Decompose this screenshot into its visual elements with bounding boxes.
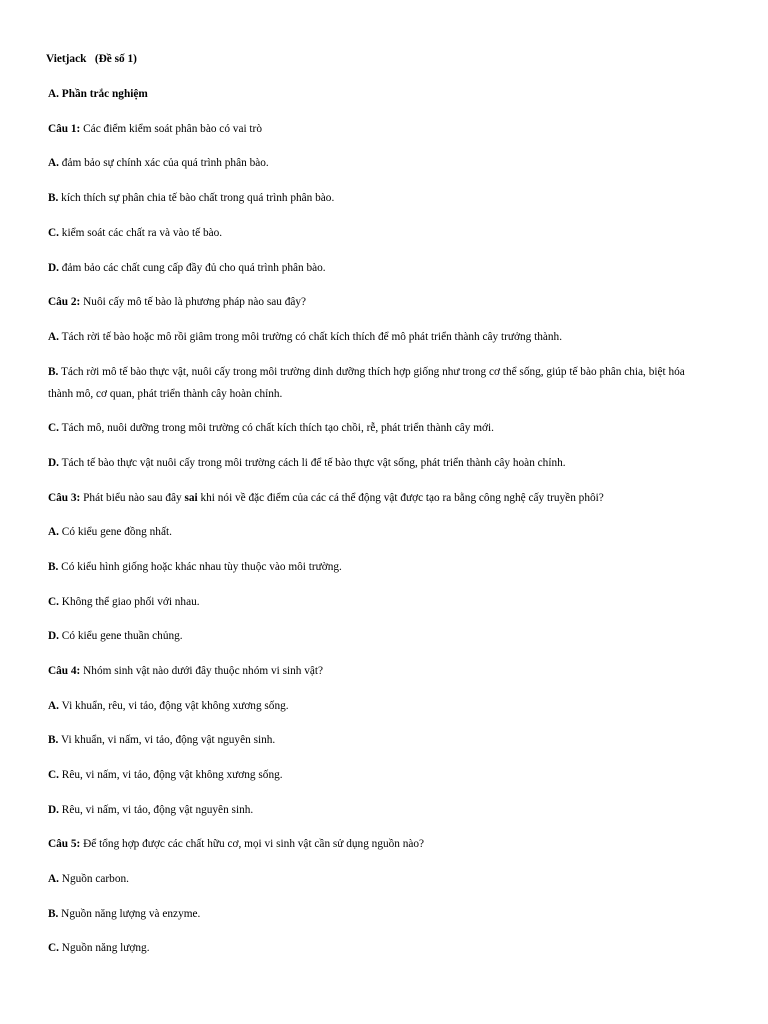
option-letter: B. [48, 734, 59, 746]
q2-option-b-continued: thành mô, cơ quan, phát triển thành cây hoàn chỉnh. [48, 388, 283, 400]
option-letter: B. [48, 366, 59, 378]
option-text: Tách tế bào thực vật nuôi cấy trong môi trường cách li để tế bào thực vật sống, phát triển thành cây hoàn chỉnh. [58, 457, 566, 469]
q4-option-c [48, 768, 283, 782]
q1-option-a [48, 156, 269, 170]
q2-option-d [48, 456, 566, 470]
option-letter: D. [48, 457, 59, 469]
option-text: Tách rời mô tế bào thực vật, nuôi cấy trong môi trường dinh dưỡng thích hợp giống như trong cơ thể sống, giúp tế bào phân chia, biệt hóa [58, 366, 685, 378]
option-text: Vi khuẩn, rêu, vi tảo, động vật không xương sống. [58, 700, 289, 712]
option-text: đảm bảo sự chính xác của quá trình phân bào. [58, 157, 269, 169]
q3-option-b [48, 560, 342, 574]
option-text: kích thích sự phân chia tế bào chất trong quá trình phân bào. [58, 192, 335, 204]
question-label: Câu 2: [48, 296, 81, 308]
option-letter: B. [48, 908, 59, 920]
question-text: Nuôi cấy mô tế bào là phương pháp nào sau đây? [80, 296, 307, 308]
header-subtitle: (Đề số 1) [94, 53, 137, 65]
option-letter: D. [48, 262, 59, 274]
option-text: Rêu, vi nấm, vi tảo, động vật nguyên sinh. [58, 804, 254, 816]
q5-option-a [48, 872, 129, 886]
question-text: Để tổng hợp được các chất hữu cơ, mọi vi sinh vật cần sử dụng nguồn nào? [80, 838, 425, 850]
question-1 [48, 122, 262, 136]
q5-option-b [48, 907, 200, 921]
option-text: Vi khuẩn, vi nấm, vi tảo, động vật nguyên sinh. [58, 734, 276, 746]
q3-option-c [48, 595, 200, 609]
q4-option-b [48, 733, 275, 747]
question-text-rest: khi nói về đặc điểm của các cá thể động vật được tạo ra bằng công nghệ cấy truyền phôi? [197, 492, 604, 504]
option-letter: B. [48, 192, 59, 204]
question-text: Nhóm sinh vật nào dưới đây thuộc nhóm vi sinh vật? [80, 665, 324, 677]
option-letter: C. [48, 596, 59, 608]
question-label: Câu 5: [48, 838, 81, 850]
q2-option-a [48, 330, 562, 344]
q4-option-d [48, 803, 253, 817]
option-text: kiểm soát các chất ra và vào tế bào. [58, 227, 223, 239]
q5-option-c [48, 941, 150, 955]
question-label: Câu 4: [48, 665, 81, 677]
document-header [46, 52, 137, 66]
q2-option-b [48, 365, 685, 379]
question-label: Câu 3: [48, 492, 81, 504]
option-letter: C. [48, 227, 59, 239]
header-title: Vietjack [46, 53, 87, 65]
q1-option-d [48, 261, 326, 275]
q2-option-c [48, 421, 494, 435]
section-title: A. Phần trắc nghiệm [48, 88, 148, 100]
option-letter: A. [48, 873, 59, 885]
question-text: Các điểm kiểm soát phân bào có vai trò [80, 123, 262, 135]
option-letter: A. [48, 700, 59, 712]
option-text: Tách rời tế bào hoặc mô rồi giâm trong môi trường có chất kích thích để mô phát triển thành cây trưởng thành. [58, 331, 563, 343]
option-letter: A. [48, 157, 59, 169]
option-text: Rêu, vi nấm, vi tảo, động vật không xương sống. [58, 769, 283, 781]
option-text: Tách mô, nuôi dưỡng trong môi trường có chất kích thích tạo chồi, rễ, phát triển thành cây mới. [58, 422, 494, 434]
question-5 [48, 837, 424, 851]
question-text: Phát biểu nào sau đây [80, 492, 185, 504]
option-letter: D. [48, 630, 59, 642]
q4-option-a [48, 699, 289, 713]
question-4 [48, 664, 323, 678]
q1-option-c [48, 226, 222, 240]
option-text: Có kiểu gene đồng nhất. [58, 526, 172, 538]
option-text: đảm bảo các chất cung cấp đầy đủ cho quá trình phân bào. [58, 262, 326, 274]
option-letter: D. [48, 804, 59, 816]
q3-option-d [48, 629, 183, 643]
option-text: Có kiểu hình giống hoặc khác nhau tùy thuộc vào môi trường. [58, 561, 342, 573]
option-letter: C. [48, 422, 59, 434]
option-letter: C. [48, 942, 59, 954]
option-letter: A. [48, 526, 59, 538]
option-text: Có kiểu gene thuần chủng. [58, 630, 183, 642]
question-label: Câu 1: [48, 123, 81, 135]
option-text: Không thể giao phối với nhau. [58, 596, 200, 608]
q1-option-b [48, 191, 334, 205]
option-letter: B. [48, 561, 59, 573]
option-text: Nguồn năng lượng và enzyme. [58, 908, 201, 920]
option-text: Nguồn năng lượng. [58, 942, 150, 954]
option-letter: C. [48, 769, 59, 781]
option-text: Nguồn carbon. [58, 873, 129, 885]
question-2 [48, 295, 306, 309]
question-3 [48, 491, 604, 505]
question-emphasis: sai [184, 492, 198, 504]
option-letter: A. [48, 331, 59, 343]
q3-option-a [48, 525, 172, 539]
